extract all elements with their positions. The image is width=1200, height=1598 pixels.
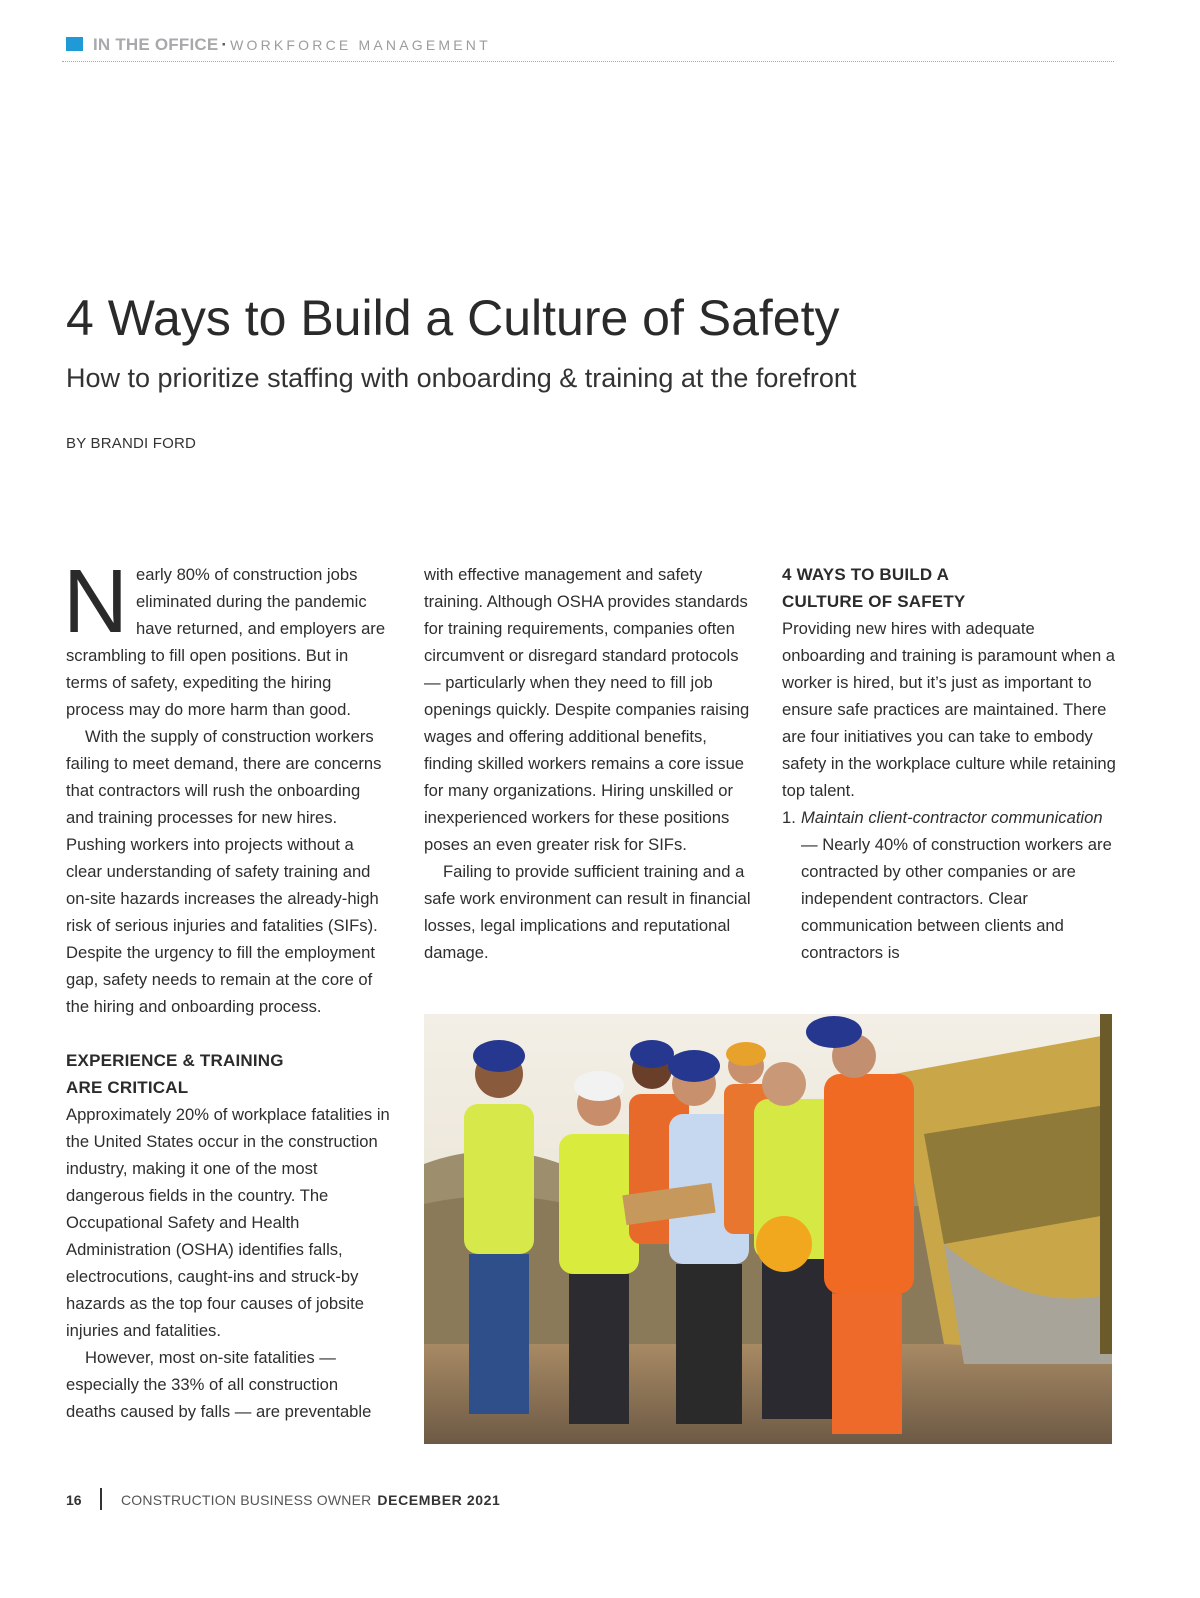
section-label: IN THE OFFICE <box>93 35 219 54</box>
section-separator: · <box>221 35 228 54</box>
paragraph: Failing to provide sufficient training and a safe work environment can result in financial losses, legal implications and reputational damage. <box>424 862 751 962</box>
list-item-title: Maintain client-contractor communication <box>801 808 1103 827</box>
body-column-2 <box>424 561 754 966</box>
page-number: 16 <box>66 1492 82 1508</box>
section-heading-four-ways <box>782 561 1116 615</box>
section-heading-experience <box>66 1047 392 1101</box>
body-column-3 <box>782 561 1116 966</box>
list-number: 1. <box>782 808 796 827</box>
article-byline: BY BRANDI FORD <box>66 435 197 452</box>
intro-text: early 80% of construction jobs eliminated during the pandemic have returned, and employers are scrambling to fill open positions. But in terms of safety, expediting the hiring process may do more harm than good. <box>66 565 386 719</box>
intro-paragraph <box>63 552 392 723</box>
issue-date: DECEMBER 2021 <box>377 1492 501 1508</box>
heading-line: EXPERIENCE & TRAINING <box>66 1051 284 1070</box>
drop-cap: N <box>63 552 128 652</box>
body-column-1 <box>63 552 392 1425</box>
footer-publication <box>121 1492 500 1508</box>
header-divider <box>62 61 1114 62</box>
article-title: 4 Ways to Build a Culture of Safety <box>66 290 840 346</box>
heading-line: CULTURE OF SAFETY <box>782 592 966 611</box>
subsection-label: WORKFORCE MANAGEMENT <box>230 37 491 53</box>
section-header <box>93 35 491 55</box>
footer-divider <box>100 1488 102 1510</box>
list-item-text: — Nearly 40% of construction workers are contracted by other companies or are independent contractors. Clear communication between clients and contractors is <box>801 835 1112 962</box>
heading-line: 4 WAYS TO BUILD A <box>782 565 950 584</box>
section-marker <box>66 37 83 51</box>
paragraph: With the supply of construction workers failing to meet demand, there are concerns that contractors will rush the onboarding and training processes for new hires. Pushing workers into projects without a clear understanding of safety training and on-site hazards increases the already-high risk of serious injuries and fatalities (SIFs). Despite the urgency to fill the employment gap, safety needs to remain at the core of the hiring and onboarding process. <box>66 727 382 1016</box>
spacer <box>66 1020 392 1047</box>
list-item <box>782 804 1116 966</box>
paragraph: However, most on-site fatalities — especially the 33% of all construction deaths caused by falls — are preventable <box>66 1348 372 1421</box>
construction-workers-photo <box>424 1014 1112 1444</box>
paragraph: with effective management and safety training. Although OSHA provides standards for training requirements, companies often circumvent or disregard standard protocols — particularly when they need to fill job openings quickly. Despite companies raising wages and offering additional benefits, finding skilled workers remains a core issue for many organizations. Hiring unskilled or inexperienced workers for these positions poses an even greater risk for SIFs. <box>424 565 750 854</box>
heading-line: ARE CRITICAL <box>66 1078 189 1097</box>
article-subtitle: How to prioritize staffing with onboarding & training at the forefront <box>66 363 857 393</box>
publication-name: CONSTRUCTION BUSINESS OWNER <box>121 1492 372 1508</box>
paragraph: Providing new hires with adequate onboarding and training is paramount when a worker is hired, but it’s just as important to ensure safe practices are maintained. There are four initiatives you can take to embody safety in the workplace culture while retaining top talent. <box>782 619 1116 800</box>
list-item-body <box>782 804 1116 966</box>
paragraph: Approximately 20% of workplace fatalities in the United States occur in the construction industry, making it one of the most dangerous fields in the country. The Occupational Safety and Health Administration (OSHA) identifies falls, electrocutions, caught-ins and struck-by hazards as the top four causes of jobsite injuries and fatalities. <box>66 1105 390 1340</box>
